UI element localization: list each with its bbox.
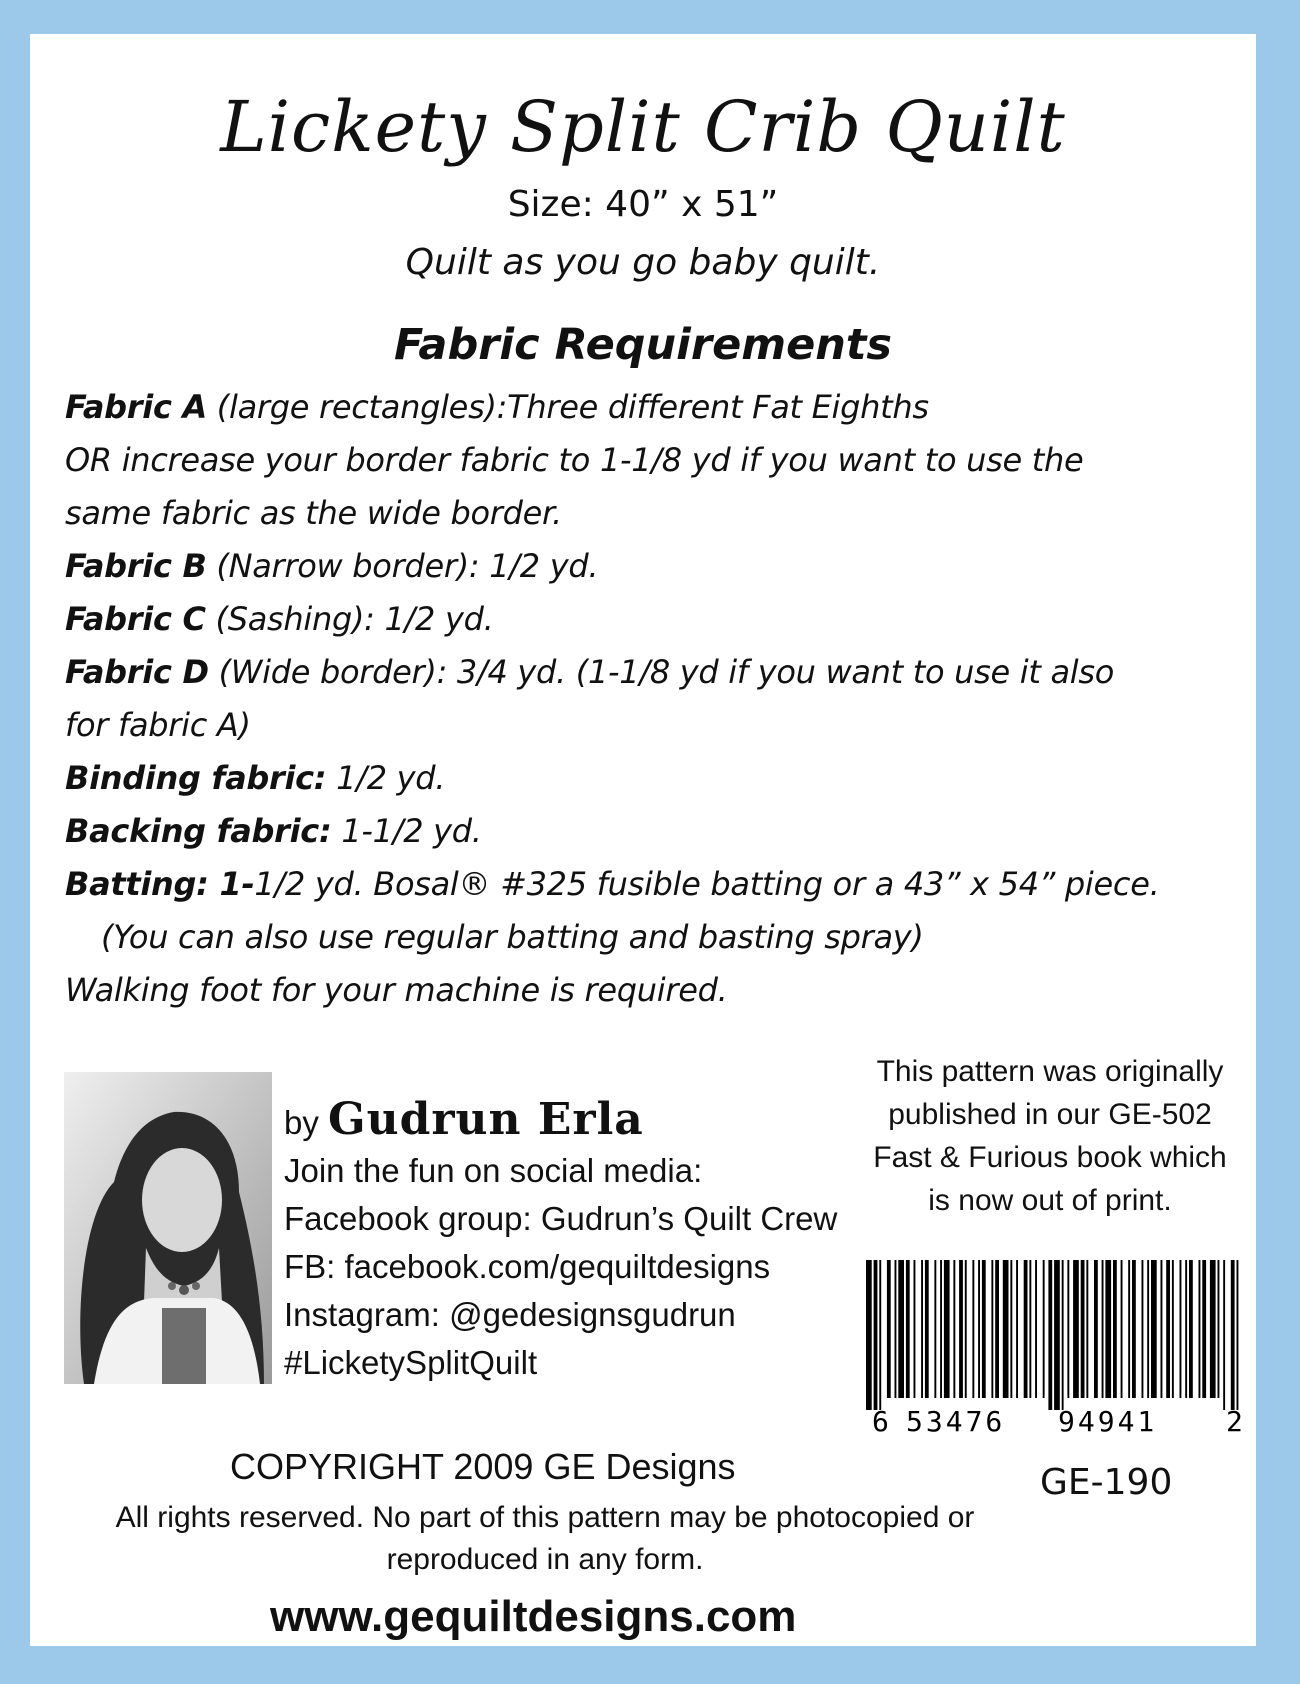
binding-line: Binding fabric: 1/2 yd. bbox=[65, 759, 446, 797]
barcode-bar bbox=[1035, 1260, 1037, 1398]
fabric-c-line: Fabric C (Sashing): 1/2 yd. bbox=[65, 600, 494, 638]
fabric-a-alt-line-2: same fabric as the wide border. bbox=[65, 494, 562, 532]
barcode-bar bbox=[1048, 1260, 1052, 1410]
barcode-bar bbox=[1043, 1260, 1045, 1398]
fabric-d-line-2: for fabric A) bbox=[65, 706, 251, 744]
facebook-group: Facebook group: Gudrun’s Quilt Crew bbox=[284, 1200, 838, 1237]
pattern-card bbox=[30, 34, 1256, 1646]
out-of-print-note: This pattern was originally published in our GE-502 Fast & Furious book which is now out of print. bbox=[873, 1055, 1227, 1217]
barcode-bar bbox=[887, 1260, 891, 1398]
barcode-bar bbox=[1189, 1260, 1193, 1398]
barcode-bar bbox=[1223, 1260, 1225, 1410]
barcode-group-1: 53476 bbox=[906, 1405, 1006, 1438]
barcode-bar bbox=[972, 1260, 974, 1398]
barcode-bar bbox=[914, 1260, 916, 1398]
backing-line: Backing fabric: 1-1/2 yd. bbox=[65, 812, 482, 850]
barcode-bar bbox=[879, 1260, 881, 1410]
barcode-group-2: 94941 bbox=[1058, 1405, 1158, 1438]
barcode-bar bbox=[1003, 1260, 1009, 1398]
barcode-bar bbox=[1094, 1260, 1098, 1398]
barcode-bar bbox=[1062, 1260, 1064, 1410]
barcode-bar bbox=[1102, 1260, 1104, 1398]
barcode-bar bbox=[874, 1260, 878, 1410]
barcode-bar bbox=[1180, 1260, 1182, 1398]
pattern-title: Lickety Split Crib Quilt bbox=[220, 86, 1066, 168]
barcode-bar bbox=[895, 1260, 897, 1398]
barcode-bar bbox=[1132, 1260, 1136, 1398]
barcode-bar bbox=[1054, 1260, 1060, 1410]
barcode-bar bbox=[959, 1260, 963, 1398]
barcode-bar bbox=[991, 1260, 993, 1398]
copyright: COPYRIGHT 2009 GE Designs bbox=[230, 1446, 736, 1487]
barcode-bar bbox=[1086, 1260, 1088, 1398]
barcode-bar bbox=[1147, 1260, 1149, 1398]
author-name: Gudrun Erla bbox=[328, 1094, 644, 1145]
barcode-bar bbox=[978, 1260, 980, 1398]
author-byline: by Gudrun Erla bbox=[284, 1094, 644, 1145]
website-url[interactable]: www.gequiltdesigns.com bbox=[270, 1592, 797, 1641]
author-photo bbox=[64, 1072, 272, 1384]
fabric-a-line: Fabric A (large rectangles):Three different Fat Eighths bbox=[65, 388, 929, 426]
barcode-bar bbox=[1199, 1260, 1201, 1398]
barcode-bar bbox=[1218, 1260, 1220, 1398]
rights-notice: All rights reserved. No part of this pattern may be photocopied or reproduced in any form. bbox=[115, 1501, 975, 1576]
walking-foot-line: Walking foot for your machine is required. bbox=[65, 971, 728, 1009]
barcode-bar bbox=[1172, 1260, 1174, 1398]
fabric-a-alt-line: OR increase your border fabric to 1-1/8 yd if you want to use the bbox=[65, 441, 1084, 479]
barcode-bar bbox=[921, 1260, 923, 1398]
barcode-bar bbox=[1016, 1260, 1018, 1398]
product-code: GE-190 bbox=[1040, 1462, 1173, 1503]
barcode-bar bbox=[1166, 1260, 1170, 1398]
barcode-bar bbox=[1010, 1260, 1012, 1398]
barcode-bar bbox=[965, 1260, 967, 1398]
hashtag: #LicketySplitQuilt bbox=[284, 1344, 538, 1381]
barcode-bar bbox=[944, 1260, 950, 1398]
barcode-bar bbox=[866, 1260, 872, 1410]
barcode-bar bbox=[1113, 1260, 1117, 1398]
barcode-bar bbox=[1151, 1260, 1157, 1398]
barcode-bar bbox=[1128, 1260, 1130, 1398]
quilt-size: Size: 40” x 51” bbox=[507, 184, 779, 225]
batting-line: Batting: 1-1/2 yd. Bosal® #325 fusible batting or a 43” x 54” piece. bbox=[65, 865, 1160, 903]
barcode-bar bbox=[1161, 1260, 1163, 1398]
barcode-bar bbox=[995, 1260, 999, 1398]
upc-barcode bbox=[862, 1260, 1246, 1438]
fabric-b-line: Fabric B (Narrow border): 1/2 yd. bbox=[65, 547, 599, 585]
requirements-heading: Fabric Requirements bbox=[393, 320, 892, 370]
pattern-subtitle: Quilt as you go baby quilt. bbox=[405, 242, 881, 283]
barcode-bar bbox=[1237, 1260, 1239, 1410]
barcode-bar bbox=[1073, 1260, 1079, 1398]
barcode-bar bbox=[982, 1260, 986, 1398]
barcode-bar bbox=[1029, 1260, 1031, 1398]
author-info bbox=[284, 1096, 884, 1387]
facebook-url[interactable]: FB: facebook.com/gequiltdesigns bbox=[284, 1248, 771, 1285]
barcode-bar bbox=[1142, 1260, 1144, 1398]
barcode-bar bbox=[1231, 1260, 1235, 1410]
barcode-bar bbox=[940, 1260, 942, 1398]
barcode-bar bbox=[906, 1260, 910, 1398]
barcode-bar bbox=[898, 1260, 904, 1398]
batting-note: (You can also use regular batting and basting spray) bbox=[101, 918, 924, 956]
barcode-bar bbox=[1067, 1260, 1069, 1398]
requirements-list bbox=[65, 381, 1240, 1017]
barcode-digit-left: 6 bbox=[872, 1405, 889, 1438]
barcode-bar bbox=[934, 1260, 936, 1398]
social-intro: Join the fun on social media: bbox=[284, 1152, 703, 1189]
barcode-bar bbox=[1024, 1260, 1028, 1398]
barcode-bar bbox=[1202, 1260, 1206, 1398]
barcode-bar bbox=[1081, 1260, 1085, 1398]
barcode-bar bbox=[1185, 1260, 1187, 1398]
barcode-bar bbox=[1121, 1260, 1123, 1398]
barcode-digit-right: 2 bbox=[1226, 1405, 1243, 1438]
barcode-bar bbox=[1210, 1260, 1216, 1398]
barcode-bar bbox=[1105, 1260, 1111, 1398]
barcode-bar bbox=[925, 1260, 929, 1398]
fabric-d-line: Fabric D (Wide border): 3/4 yd. (1-1/8 yd if you want to use it also bbox=[65, 653, 1115, 691]
instagram-handle[interactable]: Instagram: @gedesignsgudrun bbox=[284, 1296, 736, 1333]
barcode-bar bbox=[953, 1260, 955, 1398]
